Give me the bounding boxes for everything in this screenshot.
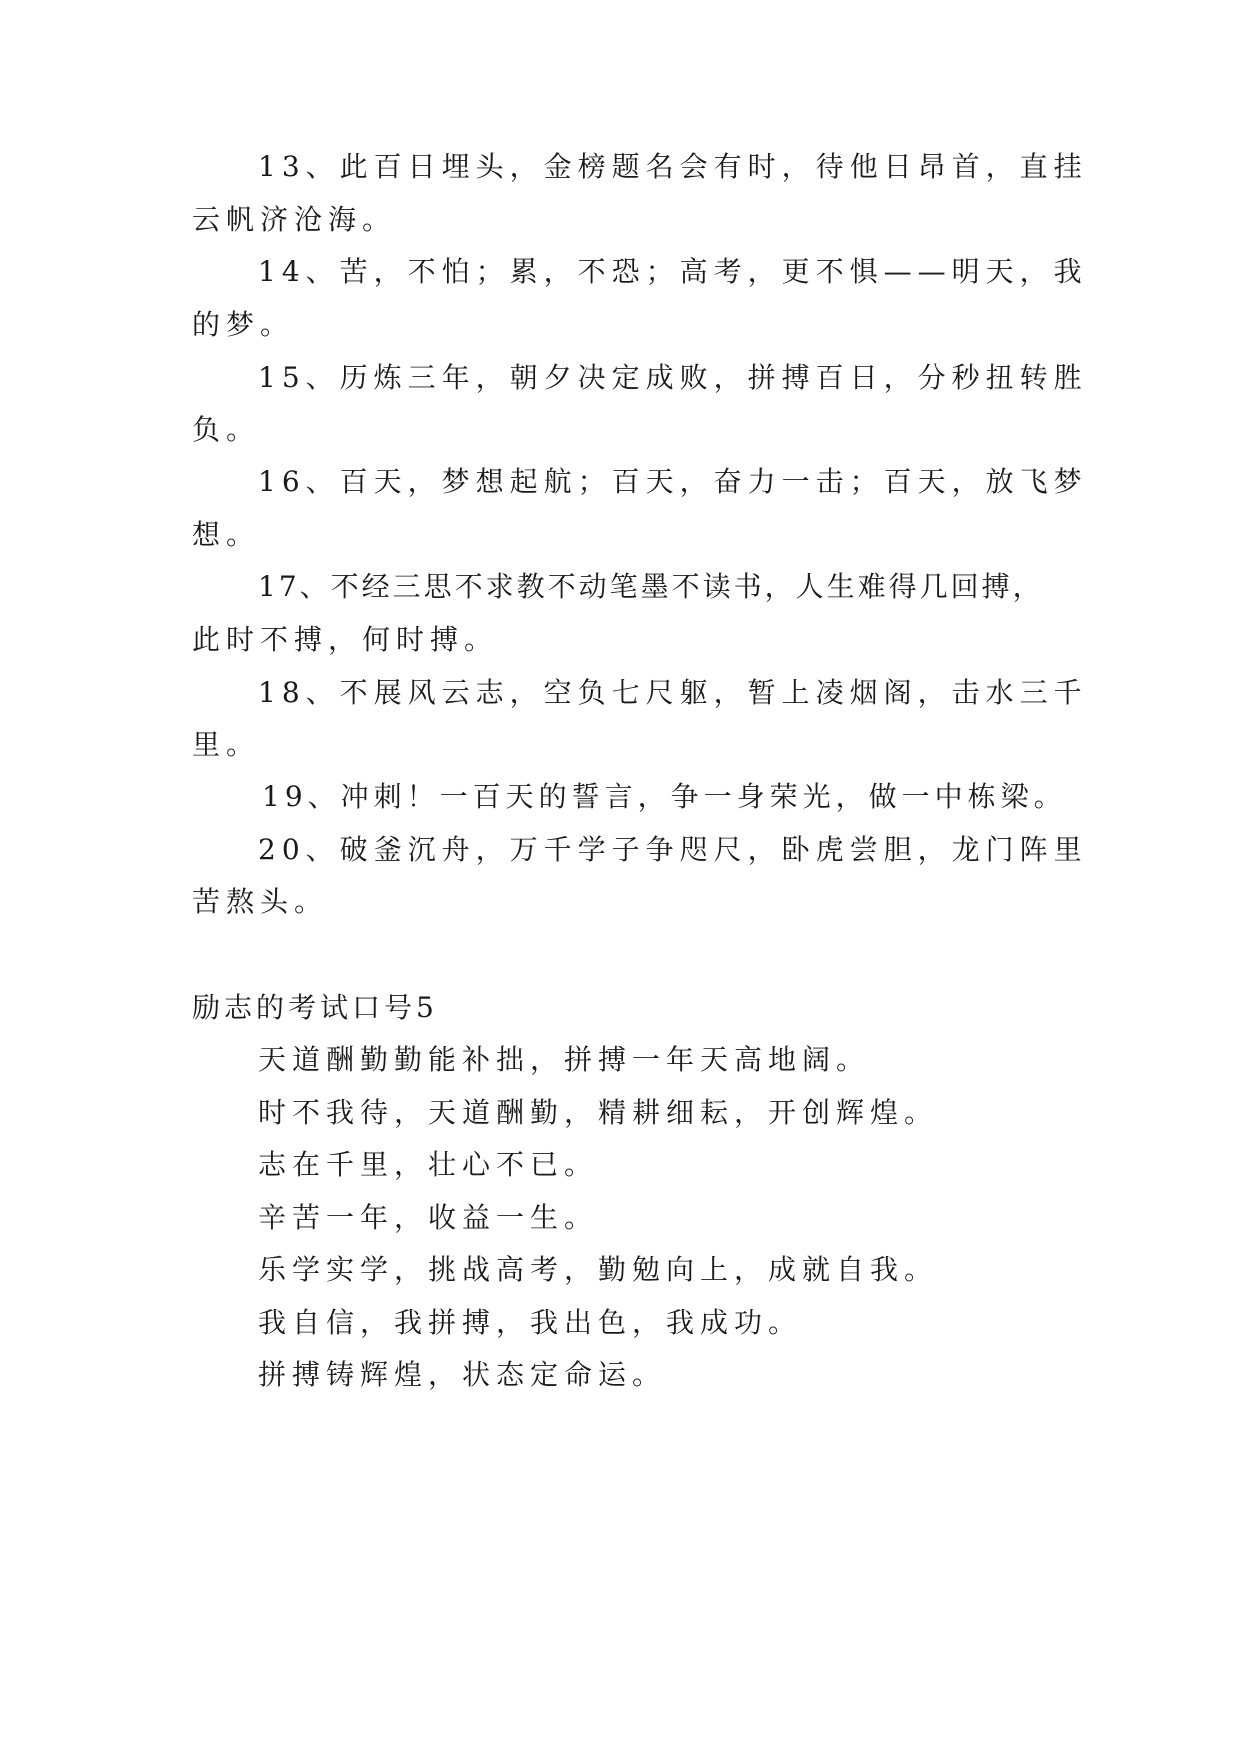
slogan-14-line-2: 的梦。: [192, 308, 295, 341]
slogan-list-item: 拼搏铸辉煌，状态定命运。: [258, 1358, 667, 1391]
slogan-list-item: 我自信，我拼搏，我出色，我成功。: [258, 1306, 803, 1339]
slogan-15-line-1: 15、历炼三年，朝夕决定成败，拼搏百日，分秒扭转胜: [258, 361, 1088, 394]
slogan-list-item: 志在千里，壮心不已。: [258, 1148, 599, 1181]
slogan-14-line-1: 14、苦，不怕；累，不恐；高考，更不惧——明天，我: [258, 255, 1088, 288]
slogan-18-line-1: 18、不展风云志，空负七尺躯，暂上凌烟阁，击水三千: [258, 676, 1088, 709]
slogan-19-line-1: 19、冲刺！一百天的誓言，争一身荣光，做一中栋梁。: [262, 780, 1067, 813]
slogan-list-item: 天道酬勤勤能补拙，拼搏一年天高地阔。: [258, 1043, 871, 1076]
slogan-20-line-2: 苦熬头。: [192, 885, 329, 918]
section-heading: 励志的考试口号5: [192, 991, 438, 1024]
slogan-list-item: 乐学实学，挑战高考，勤勉向上，成就自我。: [258, 1253, 939, 1286]
slogan-20-line-1: 20、破釜沉舟，万千学子争咫尺，卧虎尝胆，龙门阵里: [258, 833, 1088, 866]
slogan-list-item: 辛苦一年，收益一生。: [258, 1201, 599, 1234]
slogan-13-line-2: 云帆济沧海。: [192, 203, 397, 236]
slogan-17-line-2: 此时不搏，何时搏。: [192, 623, 499, 656]
slogan-16-line-1: 16、百天，梦想起航；百天，奋力一击；百天，放飞梦: [258, 465, 1088, 498]
slogan-list-item: 时不我待，天道酬勤，精耕细耘，开创辉煌。: [258, 1096, 939, 1129]
slogan-15-line-2: 负。: [192, 413, 261, 446]
slogan-17-line-1: 17、不经三思不求教不动笔墨不读书，人生难得几回搏，: [258, 570, 1044, 603]
slogan-13-line-1: 13、此百日埋头，金榜题名会有时，待他日昂首，直挂: [258, 150, 1088, 183]
slogan-16-line-2: 想。: [192, 518, 261, 551]
slogan-18-line-2: 里。: [192, 728, 261, 761]
